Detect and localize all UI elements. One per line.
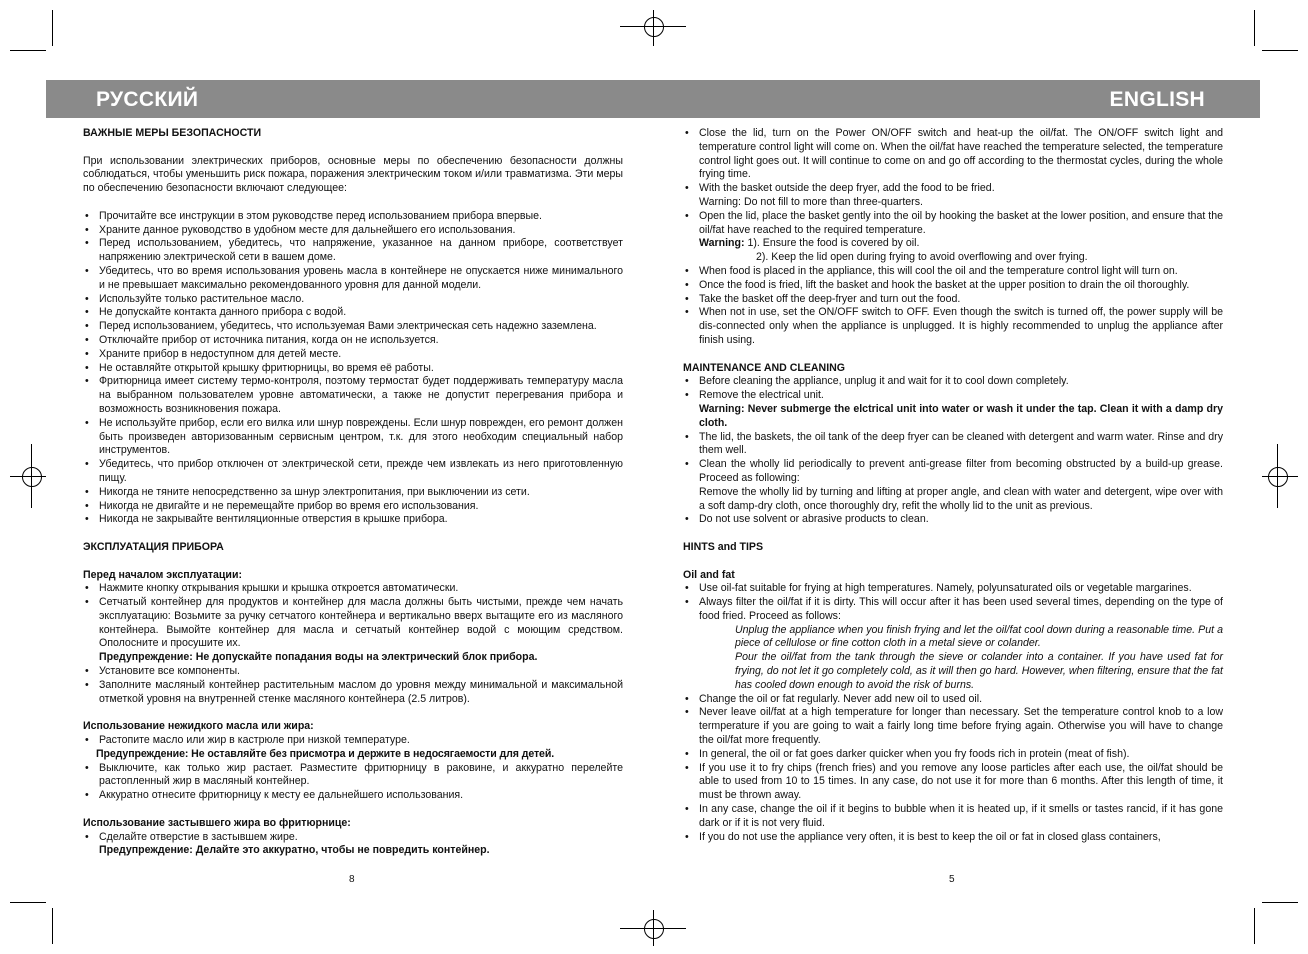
list-item: • Сделайте отверстие в застывшем жире. bbox=[83, 831, 623, 845]
list-item: • Выключите, как только жир растает. Разместите фритюрницу в раковине, и аккуратно перелейте растопленный жир в масляный контейнер. bbox=[83, 762, 623, 790]
list-item: • Use oil-fat suitable for frying at high temperatures. Namely, polyunsaturated oils or vegetable margarines. bbox=[683, 582, 1223, 596]
list-item: • Фритюрница имеет систему термо-контроля, поэтому термостат будет поддерживать температуру масла на выбранном пользователем уровне автоматически, а также не допустит перегревания прибора и возможность возникновения пожара. bbox=[83, 375, 623, 416]
language-title-russian: РУССКИЙ bbox=[96, 88, 199, 111]
list-item: • Отключайте прибор от источника питания, когда он не используется. bbox=[83, 334, 623, 348]
list-item: • Храните данное руководство в удобном месте для дальнейшего его использования. bbox=[83, 224, 623, 238]
list-item: • Remove the electrical unit. bbox=[683, 389, 1223, 403]
list-item: • Never leave oil/fat at a high temperature for longer than necessary. Set the temperature control knob to a low termperature if you are going to wait a fairly long time before frying again. Otherwise you will have to change the oil/fat more frequently. bbox=[683, 706, 1223, 747]
list-item: • Before cleaning the appliance, unplug it and wait for it to cool down completely. bbox=[683, 375, 1223, 389]
list-item: • Open the lid, place the basket gently into the oil by hooking the basket at the lower position, and ensure that the oil/fat have reached to the required temperature. bbox=[683, 210, 1223, 238]
list-item: • When food is placed in the appliance, this will cool the oil and the temperature control light will turn on. bbox=[683, 265, 1223, 279]
italic-instruction: Unplug the appliance when you finish frying and let the oil/fat cool down during a reasonable time. Put a piece of cellulose or fine cotton cloth in a metal sieve or colander. bbox=[735, 623, 1223, 650]
section-heading: MAINTENANCE AND CLEANING bbox=[683, 361, 846, 374]
list-item-continuation: Remove the wholly lid by turning and lifting at proper angle, and clean with water and detergent, wipe over with a soft damp-dry cloth, once thoroughly dry, refit the wholly lid to the unit as previous. bbox=[699, 485, 1223, 512]
list-item: • Убедитесь, что во время использования уровень масла в контейнере не опускается ниже минимального и не превышает максимально рекомендованного уровня для данной модели. bbox=[83, 265, 623, 293]
registration-mark bbox=[653, 10, 654, 46]
subheading: Использование застывшего жира во фритюрнице: bbox=[83, 816, 351, 829]
list-item: • Close the lid, turn on the Power ON/OFF switch and heat-up the oil/fat. The ON/OFF switch light and temperature control light will come on. When the oil/fat have reached the temperature selected, the temperature control light goes out. It will continue to come on and go off according to the thermostat cycles, during the whole frying time. bbox=[683, 127, 1223, 182]
crop-mark bbox=[52, 10, 53, 46]
list-item: • Никогда не тяните непосредственно за шнур электропитания, при выключении из сети. bbox=[83, 486, 623, 500]
registration-mark bbox=[644, 17, 664, 37]
list-item: • In any case, change the oil if it begins to bubble when it is heated up, if it smells or tastes rancid, if it has gone dark or if it is not very fluid. bbox=[683, 803, 1223, 831]
subheading: Использование нежидкого масла или жира: bbox=[83, 720, 314, 733]
section-heading: HINTS and TIPS bbox=[683, 540, 764, 553]
crop-mark bbox=[1254, 10, 1255, 46]
registration-mark bbox=[10, 476, 46, 477]
crop-mark bbox=[1262, 50, 1298, 51]
crop-mark bbox=[10, 902, 46, 903]
list-item: • When not in use, set the ON/OFF switch to OFF. Even though the switch is turned off, the power supply will be dis-connected only when the appliance is unplugged. It is highly recommended to unplug the appliance after finish using. bbox=[683, 306, 1223, 347]
list-item: • Убедитесь, что прибор отключен от электрической сети, прежде чем извлекать из него приготовленную пищу. bbox=[83, 458, 623, 486]
warning-text: 2). Keep the lid open during frying to avoid overflowing and over frying. bbox=[756, 251, 1088, 264]
warning-text bbox=[683, 237, 1223, 251]
section-heading: ЭКСПЛУАТАЦИЯ ПРИБОРА bbox=[83, 540, 224, 553]
warning-text: Предупреждение: Не оставляйте без присмотра и держите в недосягаемости для детей. bbox=[96, 747, 555, 760]
list-item: • If you use it to fry chips (french fries) and you remove any loose particles after each use, the oil/fat should be able to used from 10 to 15 times. In any case, do not use it for more than 6 months. After this length of time, it must be thrown away. bbox=[683, 762, 1223, 803]
list-item: • Сетчатый контейнер для продуктов и контейнер для масла должны быть чистыми, прежде чем начать эксплуатацию: Возьмите за ручку сетчатого контейнера и вертикально вверх вытащите его из масляного контейнера. Вымойте контейнер для масла и сетчатый контейнер водой с моющим средством. Ополосните и просушите их. bbox=[83, 596, 623, 651]
warning-text: Предупреждение: Делайте это аккуратно, чтобы не повредить контейнер. bbox=[99, 844, 490, 857]
warning-text: Предупреждение: Не допускайте попадания воды на электрический блок прибора. bbox=[99, 651, 538, 664]
language-title-english: ENGLISH bbox=[1109, 88, 1205, 111]
subheading: Oil and fat bbox=[683, 568, 735, 581]
list-item: • Аккуратно отнесите фритюрницу к месту ее дальнейшего использования. bbox=[83, 789, 623, 803]
section-heading: ВАЖНЫЕ МЕРЫ БЕЗОПАСНОСТИ bbox=[83, 127, 262, 139]
list-item: • Не оставляйте открытой крышку фритюрницы, во время её работы. bbox=[83, 362, 623, 376]
registration-mark bbox=[644, 919, 664, 939]
list-item: • Никогда не закрывайте вентиляционные отверстия в крышке прибора. bbox=[83, 513, 623, 527]
list-item: • With the basket outside the deep fryer, add the food to be fried. bbox=[683, 182, 1223, 196]
intro-paragraph: При использовании электрических приборов, основные меры по обеспечению безопасности должны соблюдаться, чтобы уменьшить риск пожара, поражения электрическим током и/или травматизма. Эти меры по обеспечению безопасности включают следующее: bbox=[83, 154, 623, 195]
warning-text: 1). Ensure the food is covered by oil. bbox=[744, 237, 920, 250]
registration-mark bbox=[620, 928, 686, 929]
list-item: • Не допускайте контакта данного прибора с водой. bbox=[83, 306, 623, 320]
list-item: • Always filter the oil/fat if it is dirty. This will occur after it has been used several times, depending on the type of food fried. Proceed as follows: bbox=[683, 596, 1223, 624]
list-item: • Clean the wholly lid periodically to prevent anti-grease filter from becoming obstructed by a build-up grease. Proceed as following: bbox=[683, 458, 1223, 486]
list-item: • Заполните масляный контейнер растительным маслом до уровня между минимальной и максимальной отметкой уровня на внутренней стенке масляного контейнера (2.5 литров). bbox=[83, 679, 623, 707]
crop-mark bbox=[52, 908, 53, 944]
crop-mark bbox=[10, 50, 46, 51]
page-number: 8 bbox=[349, 874, 355, 885]
warning-text: Warning: Never submerge the elctrical unit into water or wash it under the tap. Clean it with a damp dry cloth. bbox=[699, 402, 1223, 429]
registration-mark bbox=[1262, 476, 1298, 477]
header-bar bbox=[46, 80, 1260, 118]
registration-mark bbox=[620, 26, 686, 27]
list-item: • Не используйте прибор, если его вилка или шнур повреждены. Если шнур поврежден, его ремонт должен быть произведен авторизованным сервисным центром, т.к. для этого необходим специальный набор инструментов. bbox=[83, 417, 623, 458]
list-item: • Перед использованием, убедитесь, что напряжение, указанное на данном приборе, соответствует напряжению электрической сети в вашем доме. bbox=[83, 237, 623, 265]
russian-column bbox=[83, 127, 623, 858]
list-item: • Растопите масло или жир в кастрюле при низкой температуре. bbox=[83, 734, 623, 748]
list-item: • Никогда не двигайте и не перемещайте прибор во время его использования. bbox=[83, 500, 623, 514]
crop-mark bbox=[1254, 908, 1255, 944]
subheading: Перед началом эксплуатации: bbox=[83, 568, 242, 581]
list-item: • The lid, the baskets, the oil tank of the deep fryer can be cleaned with detergent and warm water. Rinse and dry them well. bbox=[683, 431, 1223, 459]
registration-mark bbox=[22, 467, 42, 487]
list-item: • Используйте только растительное масло. bbox=[83, 293, 623, 307]
warning-text: Warning: Do not fill to more than three-quarters. bbox=[699, 195, 923, 208]
list-item: • Change the oil or fat regularly. Never add new oil to used oil. bbox=[683, 693, 1223, 707]
list-item: • If you do not use the appliance very often, it is best to keep the oil or fat in closed glass containers, bbox=[683, 831, 1223, 845]
english-column bbox=[683, 127, 1223, 844]
list-item: • Храните прибор в недоступном для детей месте. bbox=[83, 348, 623, 362]
list-item: • Перед использованием, убедитесь, что используемая Вами электрическая сеть надежно заземлена. bbox=[83, 320, 623, 334]
warning-label: Warning: bbox=[699, 237, 745, 250]
italic-instruction: Pour the oil/fat from the tank through the sieve or colander into a container. If you have used fat for frying, do not let it go completely cold, as it will then go hard. However, when filtering, ensure that the fat has cooled down enough to avoid the risk of burns. bbox=[735, 651, 1223, 691]
crop-mark bbox=[1262, 902, 1298, 903]
page-number: 5 bbox=[949, 874, 955, 885]
registration-mark bbox=[1268, 467, 1288, 487]
list-item: • Нажмите кнопку открывания крышки и крышка откроется автоматически. bbox=[83, 582, 623, 596]
list-item: • Once the food is fried, lift the basket and hook the basket at the upper position to drain the oil thoroughly. bbox=[683, 279, 1223, 293]
list-item: • Do not use solvent or abrasive products to clean. bbox=[683, 513, 1223, 527]
list-item: • Установите все компоненты. bbox=[83, 665, 623, 679]
list-item: • In general, the oil or fat goes darker quicker when you fry foods rich in protein (meat of fish). bbox=[683, 748, 1223, 762]
list-item: • Take the basket off the deep-fryer and turn out the food. bbox=[683, 293, 1223, 307]
list-item: • Прочитайте все инструкции в этом руководстве перед использованием прибора впервые. bbox=[83, 210, 623, 224]
